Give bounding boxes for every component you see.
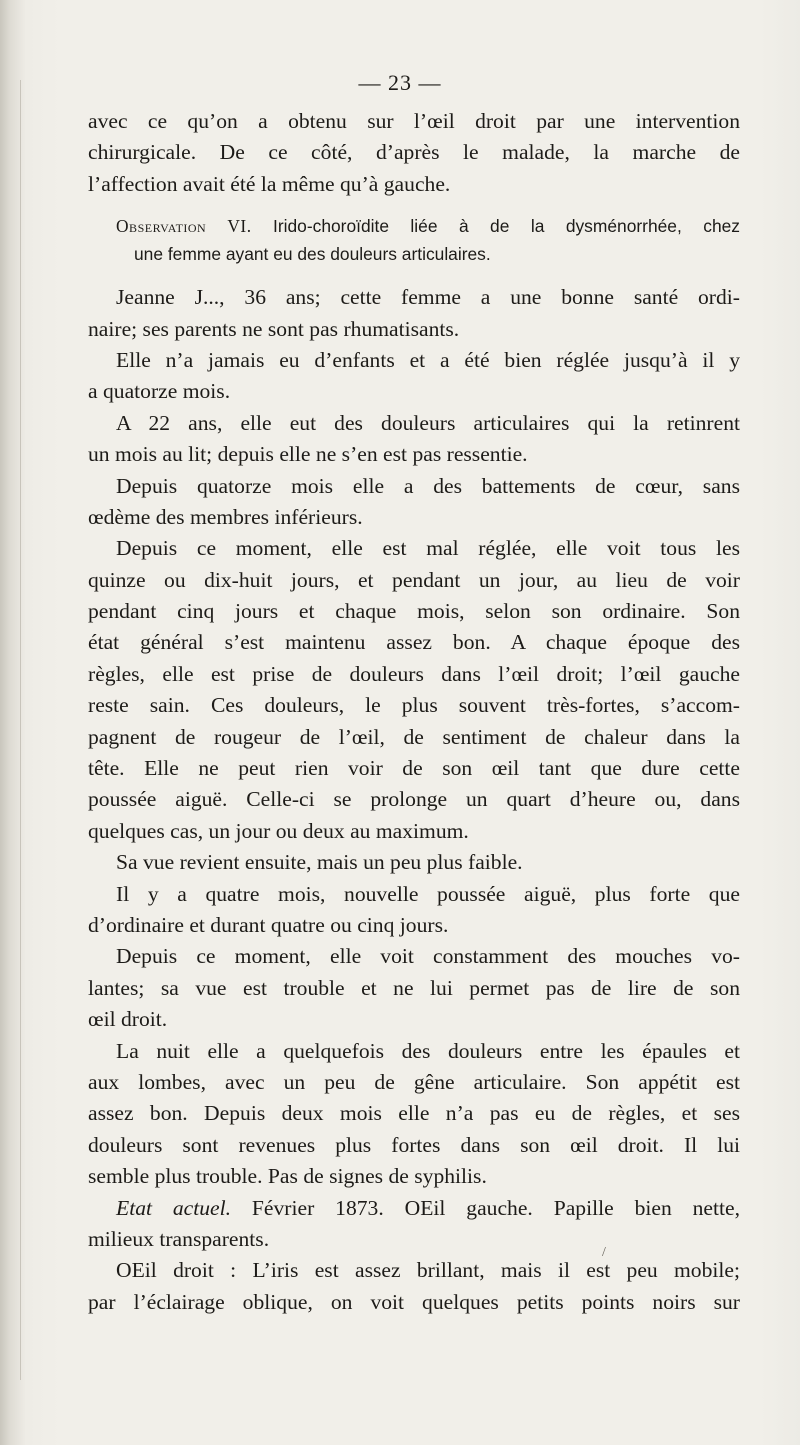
text-line: un mois au lit; depuis elle ne s’en est pas ressentie. <box>88 442 528 467</box>
text-line: La nuit elle a quelquefois des douleurs entre les épaules et <box>116 1038 740 1063</box>
text-line: Depuis ce moment, elle est mal réglée, elle voit tous les <box>116 536 740 561</box>
text-line: naire; ses parents ne sont pas rhumatisants. <box>88 316 460 341</box>
text-line: quelques cas, un jour ou deux au maximum. <box>88 818 469 843</box>
text-line: Sa vue revient ensuite, mais un peu plus faible. <box>116 850 523 875</box>
etat-actuel-line <box>88 1193 740 1224</box>
gutter-line <box>20 80 21 1380</box>
text-line: Jeanne J..., 36 ans; cette femme a une bonne santé ordi- <box>116 285 740 310</box>
text-line: reste sain. Ces douleurs, le plus souvent très-fortes, s’accom- <box>88 693 740 718</box>
text-line: règles, elle est prise de douleurs dans l’œil droit; l’œil gauche <box>88 661 740 686</box>
text-line: assez bon. Depuis deux mois elle n’a pas eu de règles, et ses <box>88 1101 740 1126</box>
text-line: pendant cinq jours et chaque mois, selon son ordinaire. Son <box>88 599 740 624</box>
page-text <box>88 106 740 1318</box>
text-line: pagnent de rougeur de l’œil, de sentiment de chaleur dans la <box>88 724 740 749</box>
etat-actuel-label: Etat actuel. <box>116 1195 232 1220</box>
text-line: douleurs sont revenues plus fortes dans son œil droit. Il lui <box>88 1132 740 1157</box>
text-line: lantes; sa vue est trouble et ne lui permet pas de lire de son <box>88 975 740 1000</box>
text-line: par l’éclairage oblique, on voit quelques petits points noirs sur <box>88 1289 740 1314</box>
text-line: œil droit. <box>88 1007 168 1032</box>
text-line: milieux transparents. <box>88 1226 270 1251</box>
text-line: l’affection avait été la même qu’à gauche. <box>88 171 451 196</box>
text-line: A 22 ans, elle eut des douleurs articulaires qui la retinrent <box>116 410 740 435</box>
text-line: chirurgicale. De ce côté, d’après le malade, la marche de <box>88 140 740 165</box>
text-line: tête. Elle ne peut rien voir de son œil tant que dure cette <box>88 756 740 781</box>
text-line: Elle n’a jamais eu d’enfants et a été bien réglée jusqu’à il y <box>116 347 740 372</box>
text-line: OEil droit : L’iris est assez brillant, mais il est peu mobile; <box>116 1258 740 1283</box>
observation-label: Observation VI. <box>116 216 252 237</box>
observation-title-line: une femme ayant eu des douleurs articulaires. <box>134 244 491 265</box>
text-line: poussée aiguë. Celle-ci se prolonge un quart d’heure ou, dans <box>88 787 740 812</box>
text-line: semble plus trouble. Pas de signes de syphilis. <box>88 1164 487 1189</box>
text-line: quinze ou dix-huit jours, et pendant un jour, au lieu de voir <box>88 567 740 592</box>
text-line: a quatorze mois. <box>88 379 231 404</box>
text-line: Depuis ce moment, elle voit constamment des mouches vo- <box>116 944 740 969</box>
observation-heading <box>88 212 740 240</box>
text-line: œdème des membres inférieurs. <box>88 504 363 529</box>
text-line: d’ordinaire et durant quatre ou cinq jours. <box>88 912 449 937</box>
text-line: avec ce qu’on a obtenu sur l’œil droit par une intervention <box>88 109 740 133</box>
stray-mark: / <box>602 1245 606 1260</box>
text-line: état général s’est maintenu assez bon. A chaque époque des <box>88 630 740 655</box>
text-line: aux lombes, avec un peu de gêne articulaire. Son appétit est <box>88 1069 740 1094</box>
text-line: Depuis quatorze mois elle a des battements de cœur, sans <box>116 473 740 498</box>
page-number: — 23 — <box>358 70 442 95</box>
etat-actuel-text: Février 1873. OEil gauche. Papille bien nette, <box>231 1195 740 1220</box>
observation-title: Irido-choroïdite liée à de la dysménorrhée, chez <box>251 216 740 237</box>
text-line: Il y a quatre mois, nouvelle poussée aiguë, plus forte que <box>116 881 740 906</box>
